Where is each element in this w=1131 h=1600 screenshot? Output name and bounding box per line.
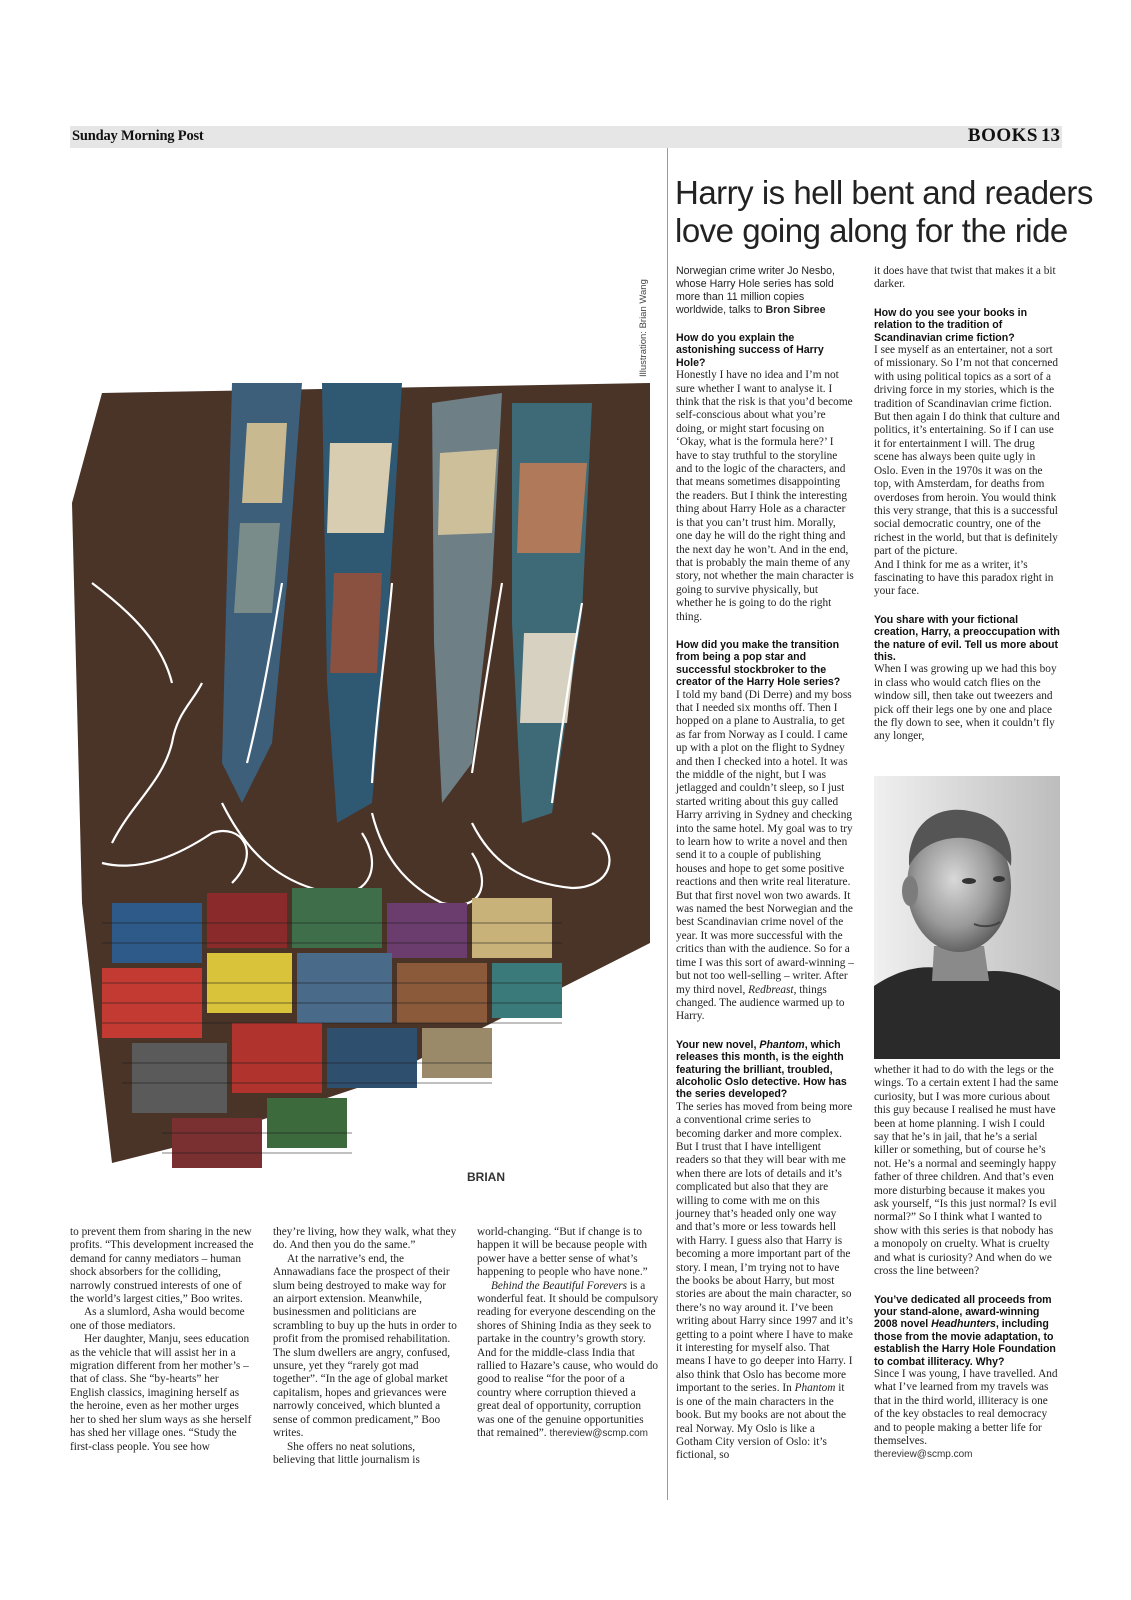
interview-email: thereview@scmp.com [874,1449,973,1461]
answer: Honestly I have no idea and I’m not sure whether I want to analyse it. I think that the risk is that you’d become self-conscious about what you’re doing, or might start focusing on ‘Okay, what is the formula here?’ I have to stay truthful to the storyline and to the logic of the characters, and that means sometimes disappointing the readers. But I think the interesting thing about Harry Hole as a character is that you can’t trust him. Morally, one day he will do the right thing and the next day he won’t. And in the end, that is probably the main theme of any story, not whether the main character is going to survive physically, but whether he is going to do the right thing. [676,369,854,623]
review-paragraph: Her daughter, Manju, sees education as the vehicle that will assist her in a migration different from her mother’s – that of class. She “by-hearts” her English classics, imagining herself as the heroine, even as her mother urges her to shed her slum ways as she herself has shed her village ones. “Study the first-class people. You see how [70,1333,252,1453]
review-paragraph: Behind the Beautiful Forevers is a wonderful feat. It should be compulsory reading for everyone descending on the shores of Shining India as they seek to partake in the country’s growth story. And for the middle-class India that rallied to Hazare’s cause, who would do good to realise “for the poor of a country where corruption thieved a great deal of opportunity, corruption was one of the genuine opportunities that remained”. thereview@scmp.com [477,1279,659,1440]
illustration [72,383,650,1183]
page-number: 13 [1041,125,1060,146]
paper-name: Sunday Morning Post [72,128,204,144]
answer: And I think for me as a writer, it’s fascinating to have this paradox right in your face. [874,558,1054,598]
review-paragraph: they’re living, how they walk, what they do. And then you do the same.” [273,1226,457,1252]
review-column-2 [273,1226,457,1467]
question: How do you see your books in relation to the tradition of Scandinavian crime fiction? [874,306,1028,344]
interview-column-2-bottom [874,1064,1060,1462]
question: You’ve dedicated all proceeds from your stand-alone, award-winning 2008 novel Headhunters, including those from the movie adaptation, to establish the Harry Hole Foundation to combat illiteracy. Why? [874,1293,1056,1368]
answer: The series has moved from being more a conventional crime series to becoming darker and more complex. But I trust that I have intelligent readers so that they will bear with me when there are lots of details and it’s complicated but also that they are willing to come with me on this journey that’s headed only one way and that’s more or less towards hell with Harry. I guess also that Harry is becoming a more important part of the story. I mean, I’m trying not to have the books be about Harry, but most stories are about the main character, so there’s no way around it. I’ve been writing about Harry since 1997 and it’s getting to a point where I have to make it interesting for myself also. That means I have to go deeper into Harry. I also think that Oslo has become more important to the series. In Phantom it is one of the main characters in the book. But my books are not about the real Norway. My Oslo is like a Gotham City version of Oslo: it’s fictional, so [676,1100,853,1462]
review-paragraph: world-changing. “But if change is to happen it will be because people with power have a better sense of what’s happening to people who have none.” [477,1226,648,1279]
masthead [70,126,1062,148]
illustration-signature: BRIAN [467,1170,505,1183]
answer: Since I was young, I have travelled. And what I’ve learned from my travels was that in the third world, illiteracy is one of the key obstacles to real democracy and to people making a better life for themselves. [874,1367,1058,1447]
column-divider [667,148,668,1500]
answer: I see myself as an entertainer, not a sort of missionary. So I’m not that concerned with using political topics as a sort of a driving force in my stories, which is the tradition of Scandinavian crime fiction. But then again I do think that culture and politics, it’s entertaining. So if I can use it for entertainment I will. The drug scene has always been quite ugly in Oslo. Even in the 1970s it was on the top, with Amsterdam, for deaths from overdoses from heroin. You would think this very strange, that this is a successful social democratic country, one of the richest in the world, but that is definitely part of the picture. [874,344,1060,558]
interview-column-1 [676,265,854,1463]
question: How do you explain the astonishing success of Harry Hole? [676,332,824,369]
review-paragraph: At the narrative’s end, the Annawadians face the prospect of their slum being destroyed to make way for an airport extension. Meanwhile, businessmen and politicians are scrambling to buy up the huts in order to profit from the promised rehabilitation. The slum dwellers are angry, confused, unsure, yet they “rarely got mad together”. “In the age of global market capitalism, hopes and grievances were narrowly conceived, which blunted a sense of common predicament,” Boo writes. [273,1252,457,1440]
review-column-3 [477,1226,661,1441]
headline: Harry is hell bent and readers love going along for the ride [675,174,1093,249]
review-email: thereview@scmp.com [549,1428,648,1440]
question: How did you make the transition from being a pop star and successful stockbroker to the creator of the Harry Hole series? [676,638,841,689]
answer: it does have that twist that makes it a bit darker. [874,265,1056,291]
answer: whether it had to do with the legs or the wings. To a certain extent I had the same curiosity, but I was more curious about this guy because I realised he must have been at home planning. I wish I could say that he’s in jail, that he’s a serial killer or something, but of course he’s not. He’s a normal and seemingly happy father of three children. And that’s even more disturbing because it makes you ask yourself, “Is this just normal? Is evil normal?” So I think what I wanted to show with this series is that nobody has a monopoly on cruelty. What is cruelty and what is curiosity? And when do we cross the line between? [874,1064,1059,1278]
answer: When I was growing up we had this boy in class who would catch flies on the window sill, then take out tweezers and pick off their legs one by one and place the fly down to see, when it couldn’t fly any longer, [874,663,1057,743]
review-paragraph: As a slumlord, Asha would become one of those mediators. [70,1306,245,1332]
intro-standfirst: Norwegian crime writer Jo Nesbo, whose Harry Hole series has sold more than 11 million copies worldwide, talks to Bron Sibree [676,265,835,316]
review-paragraph: She offers no neat solutions, believing that little journalism is [273,1440,420,1466]
question: You share with your fictional creation, Harry, a preoccupation with the nature of evil. Tell us more about this. [874,613,1060,663]
illustration-credit: Illustration: Brian Wang [638,279,649,377]
interview-column-2-top [874,265,1060,744]
review-column-1 [70,1226,254,1454]
question: Your new novel, Phantom, which releases this month, is the eighth featuring the brilliant, troubled, alcoholic Oslo detective. How has the series developed? [676,1038,847,1101]
section-name: BOOKS [967,125,1038,146]
author-photo [874,776,1060,1059]
review-paragraph: to prevent them from sharing in the new profits. “This development increased the demand for canny mediators – human shock absorbers for the colliding, narrowly construed interests of one of the world’s largest cities,” Boo writes. [70,1226,254,1306]
answer: I told my band (Di Derre) and my boss that I needed six months off. Then I hopped on a plane to Australia, to get as far from Norway as I could. I came up with a plot on the flight to Sydney and then I checked into a hotel. It was the middle of the night, but I was jetlagged and couldn’t sleep, so I just started writing about this guy called Harry arriving in Sydney and checking into the same hotel. My goal was to try to learn how to write a novel and then send it to a couple of publishing houses and hope to get some positive reactions and then write real literature. But that first novel won two awards. It was named the best Norwegian and the best Scandinavian crime novel of the year. It was more successful with the critics than with the audience. So for a time I was this sort of award-winning – but not too well-selling – writer. After my third novel, Redbreast, things changed. The audience warmed up to Harry. [676,688,854,1023]
